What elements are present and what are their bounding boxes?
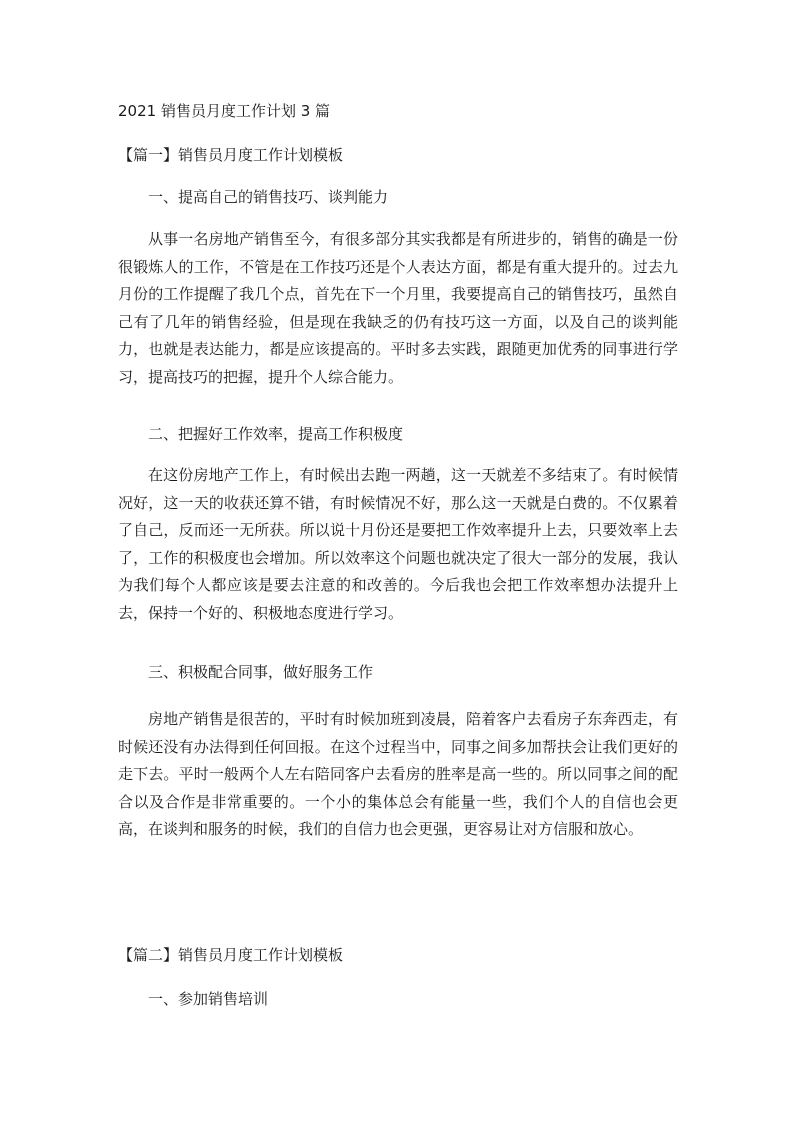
section-one-body [118,226,678,391]
section-three-heading: 三、积极配合同事，做好服务工作 [148,663,374,681]
section-two-body [118,462,678,627]
part-two-heading: 【篇二】销售员月度工作计划模板 [118,946,344,964]
document-title: 2021 销售员月度工作计划 3 篇 [118,102,331,120]
section-three-paragraph: 房地产销售是很苦的，平时有时候加班到凌晨，陪着客户去看房子东奔西走，有时候还没有办法得到任何回报。在这个过程当中，同事之间多加帮扶会让我们更好的走下去。平时一般两个人左右陪同客户去看房的胜率是高一些的。所以同事之间的配合以及合作是非常重要的。一个小的集体总会有能量一些，我们个人的自信也会更高，在谈判和服务的时候，我们的自信力也会更强，更容易让对方信服和放心。 [118,710,678,838]
part-two-section-one-heading: 一、参加销售培训 [148,990,269,1008]
section-one-heading: 一、提高自己的销售技巧、谈判能力 [148,188,389,206]
section-two-paragraph: 在这份房地产工作上，有时候出去跑一两趟，这一天就差不多结束了。有时候情况好，这一天的收获还算不错，有时候情况不好，那么这一天就是白费的。不仅累着了自己，反而还一无所获。所以说十月份还是要把工作效率提升上去，只要效率上去了，工作的积极度也会增加。所以效率这个问题也就决定了很大一部分的发展，我认为我们每个人都应该是要去注意的和改善的。今后我也会把工作效率想办法提升上去，保持一个好的、积极地态度进行学习。 [118,466,678,622]
section-two-heading: 二、把握好工作效率，提高工作积极度 [148,425,404,443]
part-one-heading: 【篇一】销售员月度工作计划模板 [118,146,344,164]
section-one-paragraph: 从事一名房地产销售至今，有很多部分其实我都是有所进步的，销售的确是一份很锻炼人的工作，不管是在工作技巧还是个人表达方面，都是有重大提升的。过去九月份的工作提醒了我几个点，首先在下一个月里，我要提高自己的销售技巧，虽然自己有了几年的销售经验，但是现在我缺乏的仍有技巧这一方面，以及自己的谈判能力，也就是表达能力，都是应该提高的。平时多去实践，跟随更加优秀的同事进行学习，提高技巧的把握，提升个人综合能力。 [118,230,678,386]
section-three-body [118,706,678,844]
